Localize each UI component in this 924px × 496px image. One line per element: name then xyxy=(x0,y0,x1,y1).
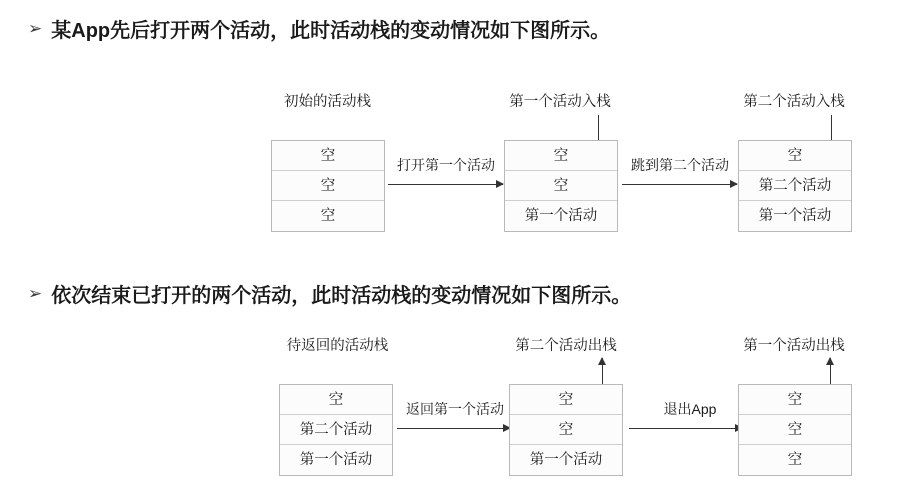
stack-cell: 空 xyxy=(510,415,622,445)
pop-arrow-first xyxy=(830,358,831,386)
heading-second xyxy=(28,279,631,308)
transition-label-jump-second: 跳到第二个活动 xyxy=(631,157,729,173)
stack-cell: 空 xyxy=(739,415,851,445)
stack-cell: 空 xyxy=(739,385,851,415)
stack-caption-second-pop: 第二个活动出栈 xyxy=(515,338,617,354)
stack-cell: 空 xyxy=(272,171,384,201)
stack-caption-pending-return: 待返回的活动栈 xyxy=(286,338,389,354)
transition-arrow-return-first xyxy=(397,428,510,429)
transition-label-exit-app: 退出App xyxy=(663,401,717,417)
bullet-arrow-icon: ➢ xyxy=(28,283,43,303)
stack-caption-second-push: 第二个活动入栈 xyxy=(743,94,845,110)
stack-cell: 第一个活动 xyxy=(510,445,622,475)
stack-cell: 空 xyxy=(272,201,384,231)
stack-cell: 空 xyxy=(510,385,622,415)
stack-cell: 空 xyxy=(280,385,392,415)
stack-first-push xyxy=(504,140,618,232)
stack-second-push xyxy=(738,140,852,232)
stack-cell: 第一个活动 xyxy=(739,201,851,231)
bullet-arrow-icon: ➢ xyxy=(28,18,43,38)
stack-cell: 空 xyxy=(505,171,617,201)
stack-cell: 空 xyxy=(739,141,851,171)
stack-cell: 第一个活动 xyxy=(280,445,392,475)
stack-first-pop xyxy=(738,384,852,476)
stack-cell: 空 xyxy=(505,141,617,171)
transition-label-return-first: 返回第一个活动 xyxy=(406,401,504,417)
heading-first xyxy=(28,14,610,43)
stack-cell: 空 xyxy=(739,445,851,475)
stack-pending-return xyxy=(279,384,393,476)
stack-cell: 第二个活动 xyxy=(739,171,851,201)
stack-caption-first-push: 第一个活动入栈 xyxy=(509,94,611,110)
stack-second-pop xyxy=(509,384,623,476)
stack-cell: 第一个活动 xyxy=(505,201,617,231)
stack-cell: 第二个活动 xyxy=(280,415,392,445)
stack-initial xyxy=(271,140,385,232)
transition-label-open-first: 打开第一个活动 xyxy=(397,157,495,173)
transition-arrow-exit-app xyxy=(629,428,742,429)
stack-caption-initial: 初始的活动栈 xyxy=(284,94,371,110)
stack-caption-first-pop: 第一个活动出栈 xyxy=(743,338,845,354)
transition-arrow-jump-second xyxy=(622,184,737,185)
stack-cell: 空 xyxy=(272,141,384,171)
transition-arrow-open-first xyxy=(388,184,503,185)
heading-first-text: 某App先后打开两个活动，此时活动栈的变动情况如下图所示。 xyxy=(51,20,611,42)
heading-second-text: 依次结束已打开的两个活动，此时活动栈的变动情况如下图所示。 xyxy=(51,285,632,307)
